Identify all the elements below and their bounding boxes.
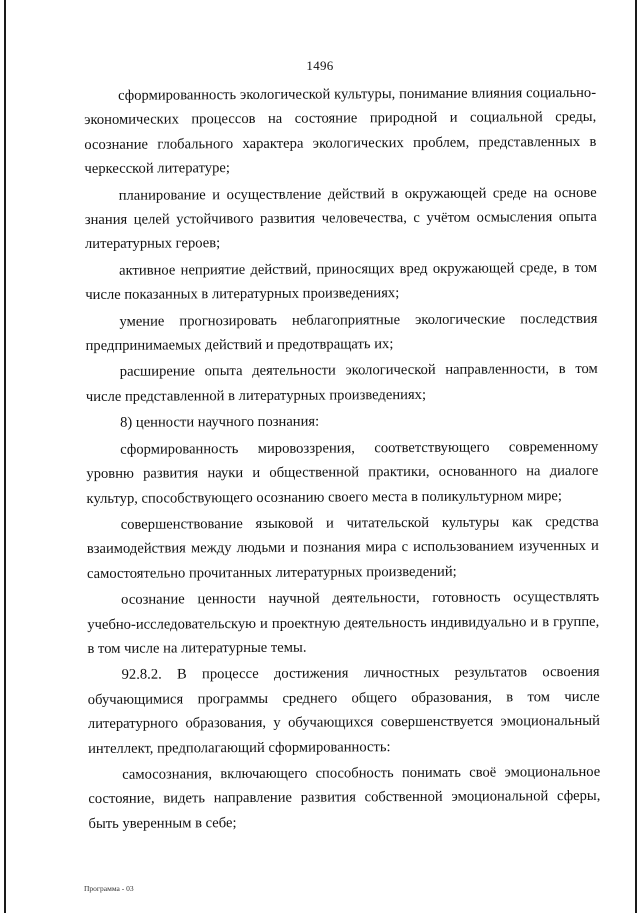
- paragraph-forecasting: умение прогнозировать неблагоприятные экологические последствия предпринимаемых действий и предотвращать их;: [85, 310, 598, 355]
- page-number: 1496: [306, 58, 334, 73]
- scan-left-edge: [4, 0, 6, 913]
- document-body: [84, 81, 601, 836]
- paragraph-experience-expansion: расширение опыта деятельности экологической направленности, в том числе представленной в литературных произведениях;: [85, 361, 598, 405]
- footer-program-label: Программа - 03: [84, 884, 134, 893]
- paragraph-worldview: сформированность мировоззрения, соответствующего современному уровню развития науки и общественной практики, основанного на диалоге культур, способствующего осознанию своего места в поликультурном мире;: [86, 438, 599, 507]
- paragraph-active-rejection: активное неприятие действий, приносящих вред окружающей среде, в том числе показанных в литературных произведениях;: [85, 259, 598, 304]
- paragraph-self-awareness: самосознания, включающего способность понимать своё эмоциональное состояние, видеть направление развития собственной эмоциональной сферы, быть уверенным в себе;: [88, 763, 601, 832]
- paragraph-ecological-culture: сформированность экологической культуры, понимание влияния социально-экономических процессов на состояние природной и социальной среды, осознание глобального характера экологических проблем, представленных в черкесской литературе;: [84, 84, 597, 178]
- paragraph-planning-actions: планирование и осуществление действий в окружающей среде на основе знания целей устойчивого развития человечества, с учётом осмысления опыта литературных героев;: [84, 184, 597, 253]
- paragraph-language-culture: совершенствование языковой и читательской культуры как средства взаимодействия между людьми и познания мира с использованием изученных и самостоятельно прочитанных литературных произведений;: [86, 513, 599, 582]
- paragraph-research-activity: осознание ценности научной деятельности, готовность осуществлять учебно-исследовательскую и проектную деятельность индивидуально и в группе, в том числе на литературные темы.: [87, 588, 600, 657]
- paragraph-section-92-8-2: 92.8.2. В процессе достижения личностных результатов освоения обучающимися программы среднего общего образования, в том числе литературного образования, у обучающихся совершенствуется эмоциональный интеллект, предполагающий сформированность:: [87, 664, 600, 757]
- paragraph-scientific-knowledge-heading: 8) ценности научного познания:: [120, 413, 320, 432]
- scan-right-edge: [635, 0, 637, 913]
